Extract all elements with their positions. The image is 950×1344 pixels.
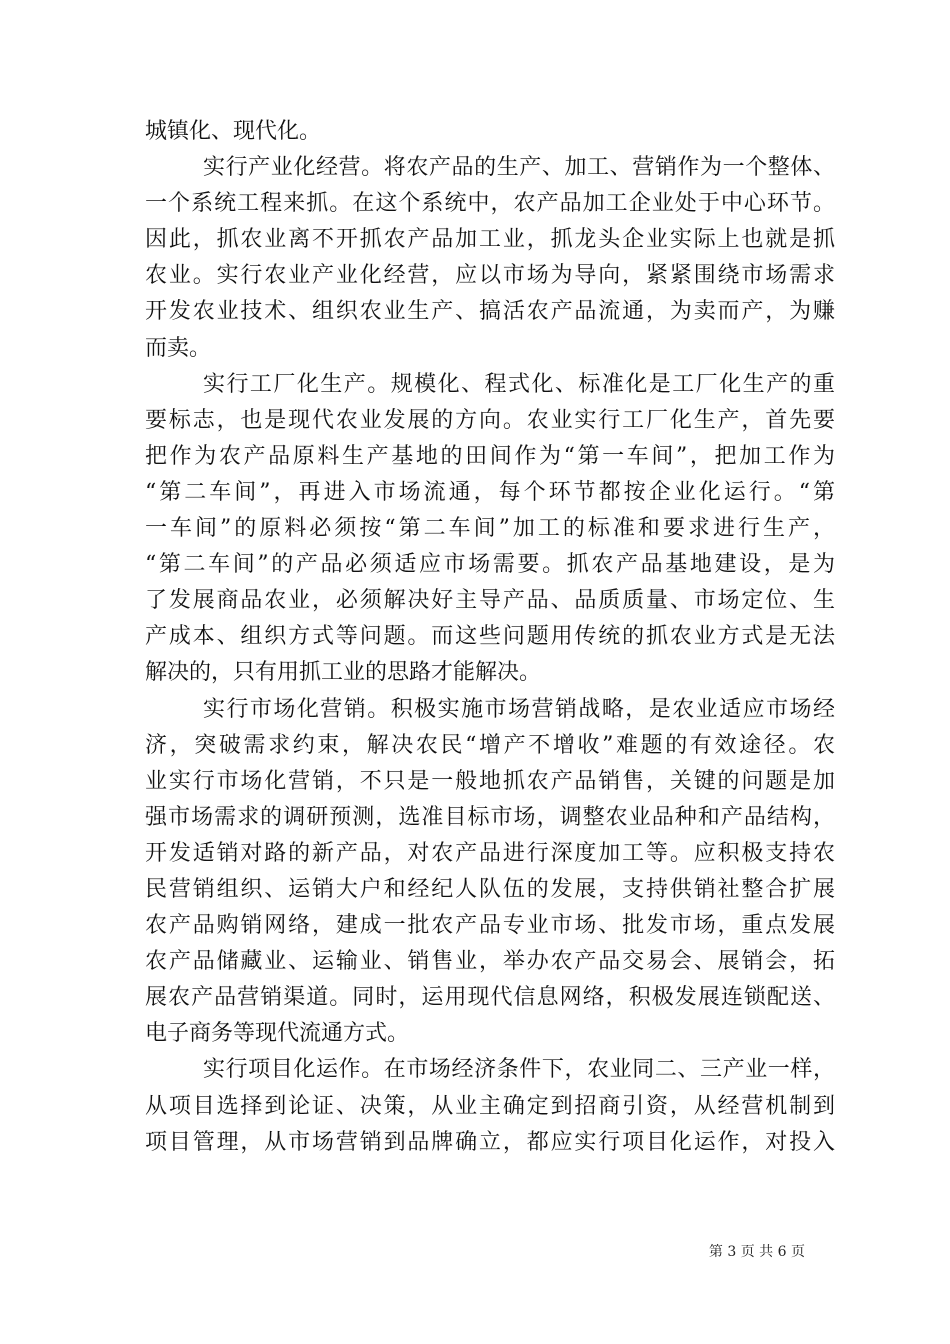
paragraph	[145, 114, 835, 150]
text-line: 业实行市场化营销，不只是一般地抓农产品销售，关键的问题是加	[145, 768, 835, 794]
text-line: 实行工厂化生产。规模化、程式化、标准化是工厂化生产的重	[203, 371, 835, 397]
text-line: 开发农业技术、组织农业生产、搞活农产品流通，为卖而产，为赚	[145, 299, 835, 325]
text-line: 电子商务等现代流通方式。	[145, 1021, 410, 1047]
page-number-footer: 第 3 页 共 6 页	[708, 1244, 805, 1260]
text-line: 农产品储藏业、运输业、销售业，举办农产品交易会、展销会，拓	[145, 949, 835, 975]
text-line: 了发展商品农业，必须解决好主导产品、品质质量、市场定位、生	[145, 588, 835, 614]
text-line: 强市场需求的调研预测，选准目标市场，调整农业品种和产品结构，	[145, 804, 835, 830]
text-line: 民营销组织、运销大户和经纪人队伍的发展，支持供销社整合扩展	[145, 876, 835, 902]
text-line: 开发适销对路的新产品，对农产品进行深度加工等。应积极支持农	[145, 840, 835, 866]
text-line: 项目管理，从市场营销到品牌确立，都应实行项目化运作，对投入	[145, 1129, 835, 1155]
text-line: 从项目选择到论证、决策，从业主确定到招商引资，从经营机制到	[145, 1093, 835, 1119]
text-line: 实行产业化经营。将农产品的生产、加工、营销作为一个整体、	[203, 155, 835, 181]
text-line: 农产品购销网络，建成一批农产品专业市场、批发市场，重点发展	[145, 913, 835, 939]
paragraph	[145, 367, 835, 692]
text-line: 济，突破需求约束，解决农民“增产不增收”难题的有效途径。农	[145, 732, 835, 758]
document-body	[145, 114, 835, 1161]
text-line: “第二车间”，再进入市场流通，每个环节都按企业化运行。“第	[145, 479, 835, 505]
paragraph	[145, 1052, 835, 1160]
text-line: 实行市场化营销。积极实施市场营销战略，是农业适应市场经	[203, 696, 835, 722]
text-line: “第二车间”的产品必须适应市场需要。抓农产品基地建设，是为	[145, 552, 835, 578]
text-line: 因此，抓农业离不开抓农产品加工业，抓龙头企业实际上也就是抓	[145, 227, 835, 253]
paragraph	[145, 150, 835, 367]
text-line: 要标志，也是现代农业发展的方向。农业实行工厂化生产，首先要	[145, 407, 835, 433]
text-line: 解决的，只有用抓工业的思路才能解决。	[145, 660, 542, 686]
text-line: 城镇化、现代化。	[145, 119, 322, 144]
text-line: 一个系统工程来抓。在这个系统中，农产品加工企业处于中心环节。	[145, 191, 835, 217]
text-line: 农业。实行农业产业化经营，应以市场为导向，紧紧围绕市场需求	[145, 263, 835, 289]
text-line: 展农产品营销渠道。同时，运用现代信息网络，积极发展连锁配送、	[145, 985, 835, 1011]
paragraph	[145, 692, 835, 1053]
text-line: 把作为农产品原料生产基地的田间作为“第一车间”，把加工作为	[145, 443, 835, 469]
text-line: 实行项目化运作。在市场经济条件下，农业同二、三产业一样，	[203, 1057, 835, 1083]
text-line: 一车间”的原料必须按“第二车间”加工的标准和要求进行生产，	[145, 516, 835, 542]
text-line: 产成本、组织方式等问题。而这些问题用传统的抓农业方式是无法	[145, 624, 835, 650]
text-line: 而卖。	[145, 335, 212, 361]
